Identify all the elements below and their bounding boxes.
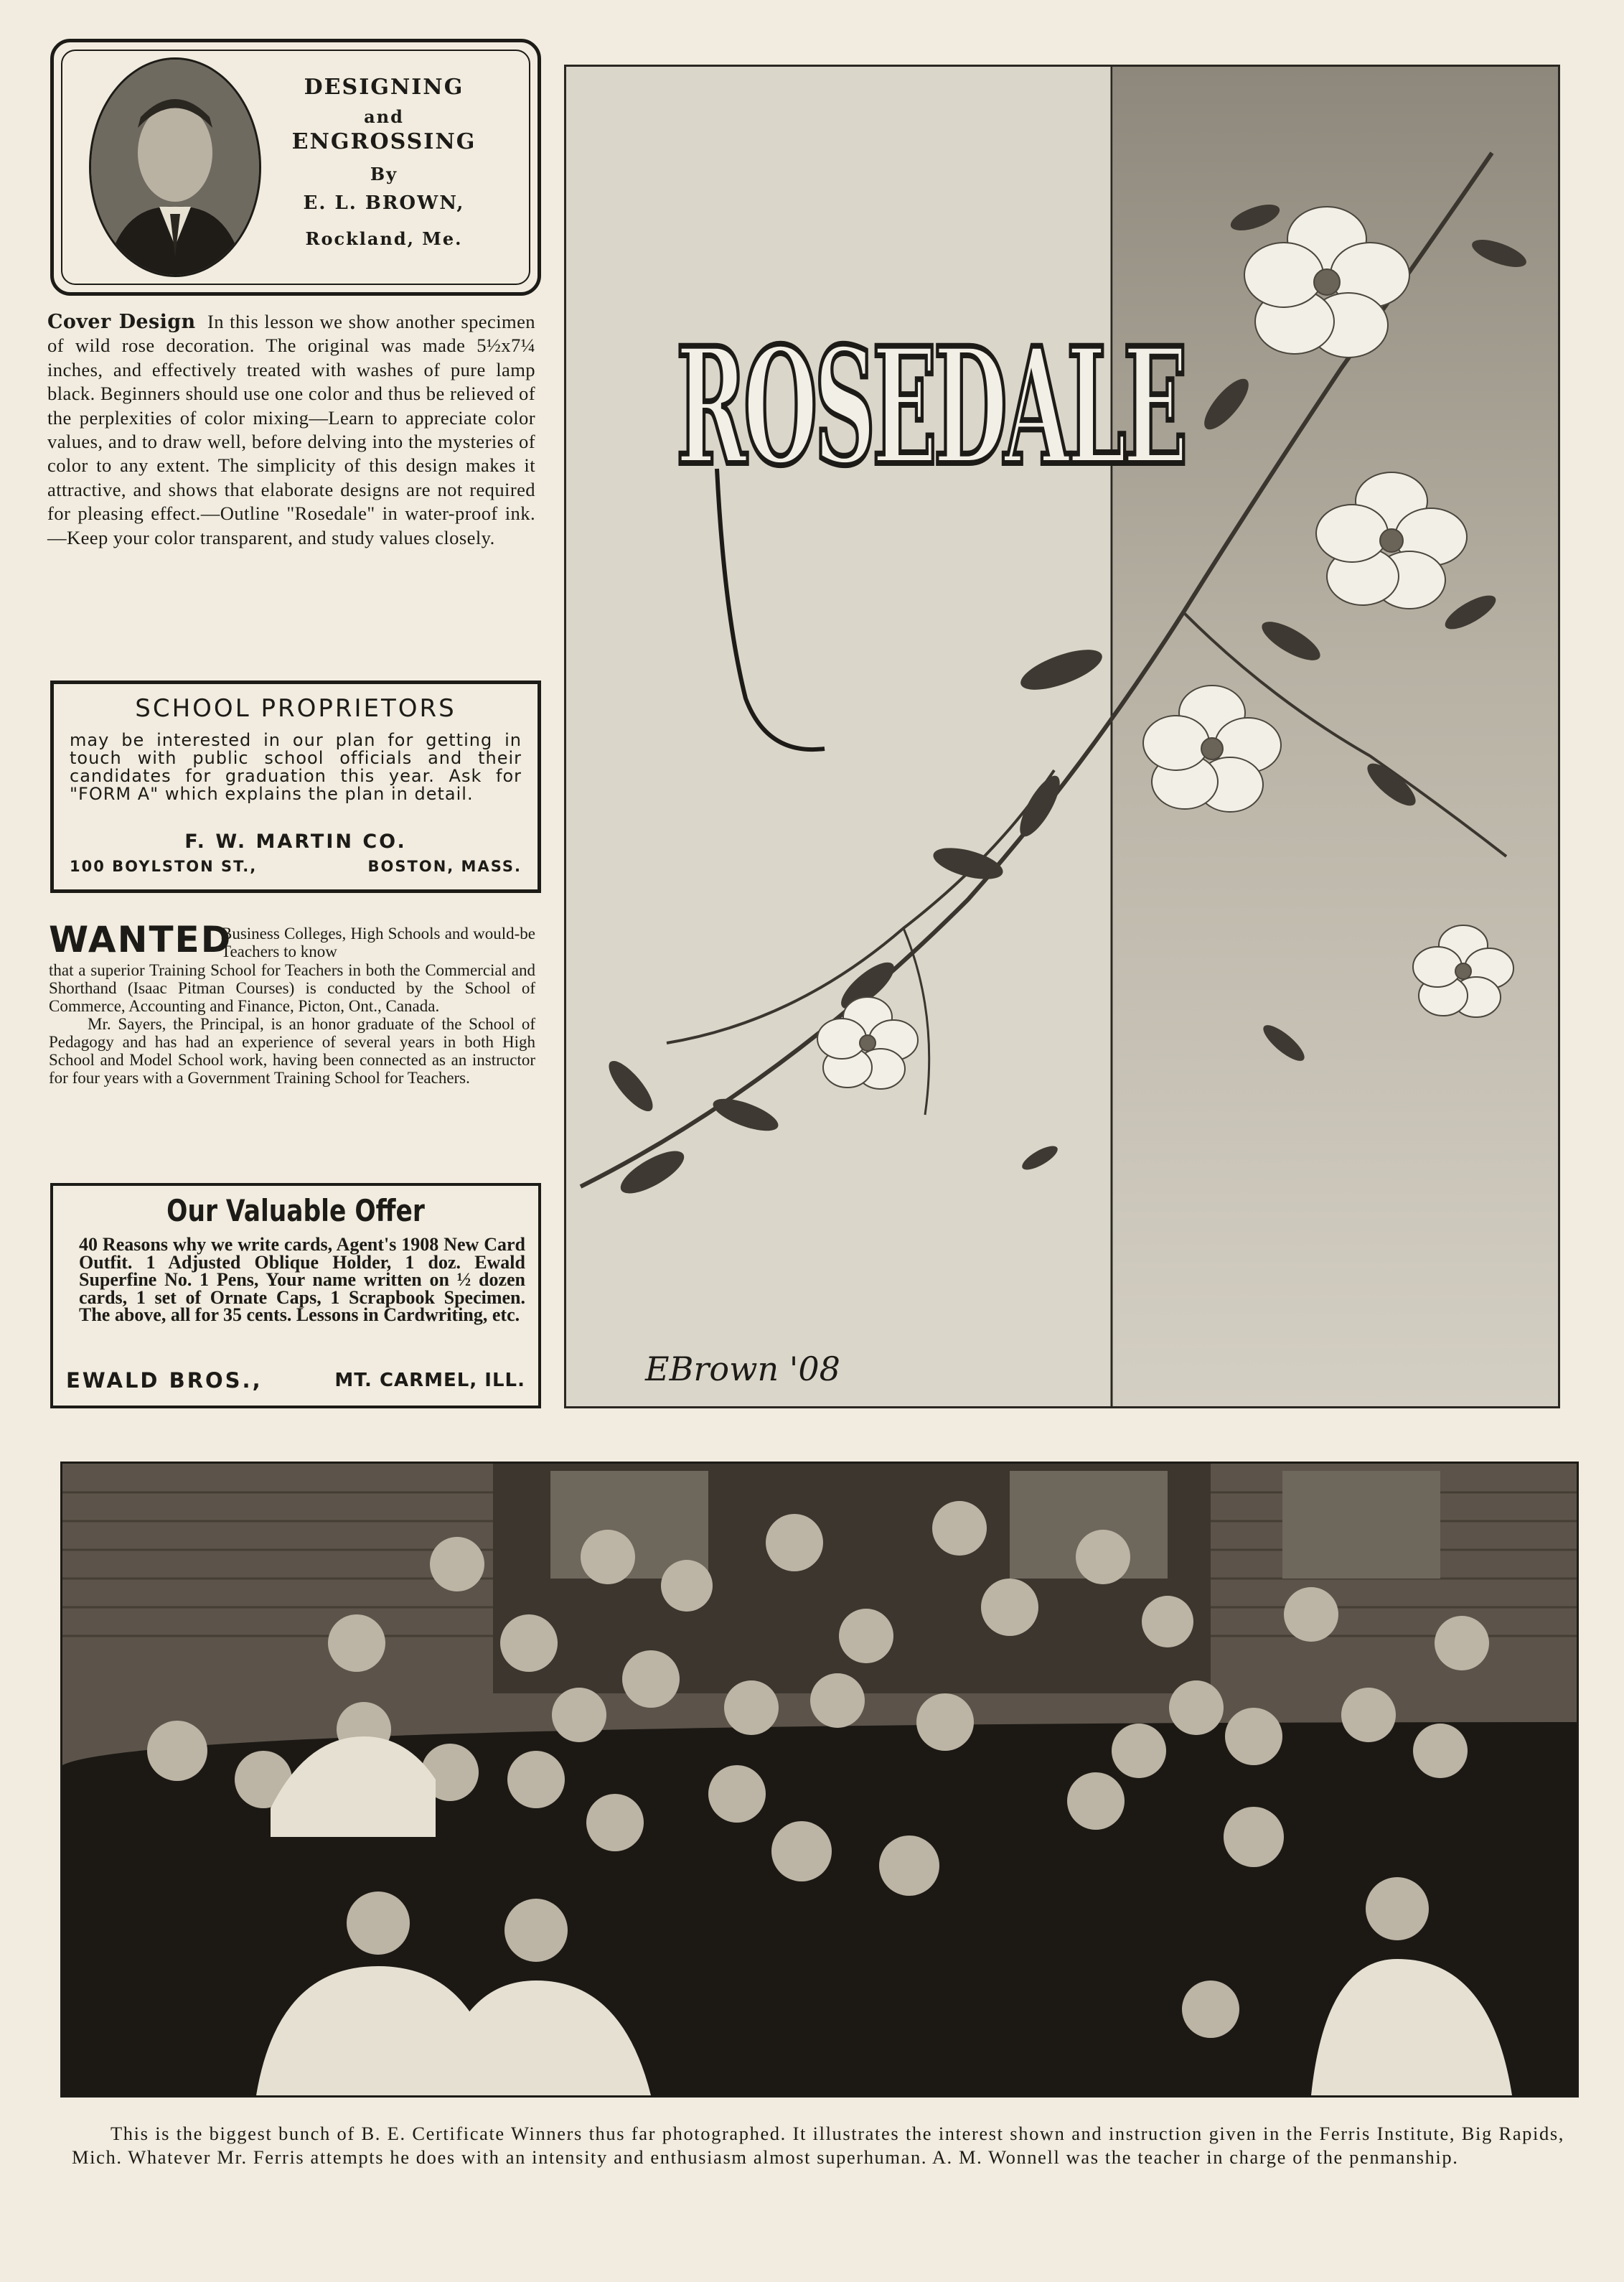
wanted-body-p1: that a superior Training School for Teachers in both the Commercial and Shorthand (Isaac Pitman Courses) is conducted by the School of Commerce, Accounting and Finance, Picton, Ont., Canada. — [49, 961, 535, 1015]
header-location: Rockland, Me. — [305, 228, 463, 249]
school-ad-address: 100 BOYLSTON ST., — [70, 858, 258, 875]
artist-signature: EBrown '08 — [645, 1350, 840, 1388]
wanted-lead-text: Business Colleges, High Schools and would-be Teachers to know — [221, 925, 535, 960]
offer-city: MT. CARMEL, ILL. — [334, 1370, 525, 1391]
header-title-engrossing: ENGROSSING — [291, 129, 477, 154]
rosedale-cover-illustration — [564, 65, 1560, 1408]
cover-design-heading: Cover Design — [47, 311, 196, 333]
school-ad-body: may be interested in our plan for getting in touch with public school officials and their candidates for graduation this year. Ask for "FORM A" which explains the plan in detail. — [70, 730, 522, 804]
header-by: By — [370, 164, 398, 184]
author-portrait — [89, 57, 261, 277]
school-proprietors-ad — [50, 681, 541, 893]
valuable-offer-ad — [50, 1183, 541, 1408]
offer-company: EWALD BROS., — [66, 1368, 263, 1393]
cover-design-article — [47, 310, 535, 550]
cover-design-body: In this lesson we show another specimen of wild rose decoration. The original was made 5½x7¼ inches, and effectively treated with washes of pure lamp black. Beginners should use one color and thus be relieved of the perplexities of color mixing—Learn to appreciate color values, and to draw well, before delving into the mysteries of color to any extent. The simplicity of this design makes it attractive, and shows that elaborate designs are not required for pleasing effect.—Outline "Rosedale" in water-proof ink.—Keep your color transparent, and study values closely. — [47, 311, 535, 548]
header-and: and — [364, 106, 404, 127]
wanted-body — [49, 961, 535, 1087]
wanted-body-p2: Mr. Sayers, the Principal, is an honor graduate of the School of Pedagogy and has had an experience of several years in both High School and Model School work, having been connected as an instructor for four years with a Government Training School for Teachers. — [49, 1015, 535, 1087]
school-ad-city: BOSTON, MASS. — [367, 858, 522, 875]
photo-caption: This is the biggest bunch of B. E. Certificate Winners thus far photographed. It illustrates the interest shown and instruction given in the Ferris Institute, Big Rapids, Mich. Whatever Mr. Ferris attempts he does with an intensity and enthusiasm almost superhuman. A. M. Wonnell was the teacher in charge of the penmanship. — [72, 2123, 1564, 2168]
header-author: E. L. BROWN, — [303, 192, 465, 214]
rosedale-lettering: ROSEDALE — [676, 313, 1185, 502]
certificate-winners-group-photo — [60, 1462, 1579, 2098]
offer-title: Our Valuable Offer — [166, 1193, 425, 1228]
school-ad-company: F. W. MARTIN CO. — [184, 831, 407, 853]
school-ad-title: SCHOOL PROPRIETORS — [135, 694, 456, 723]
wanted-headline: WANTED — [49, 919, 233, 960]
offer-body: 40 Reasons why we write cards, Agent's 1908 New Card Outfit. 1 Adjusted Oblique Holder, 1 doz. Ewald Superfine No. 1 Pens, Your name written on ½ dozen cards, 1 set of Ornate Caps, 1 Scrapbook Specimen. The above, all for 35 cents. Lessons in Cardwriting, etc. — [79, 1234, 525, 1325]
header-title-designing: DESIGNING — [304, 75, 464, 100]
